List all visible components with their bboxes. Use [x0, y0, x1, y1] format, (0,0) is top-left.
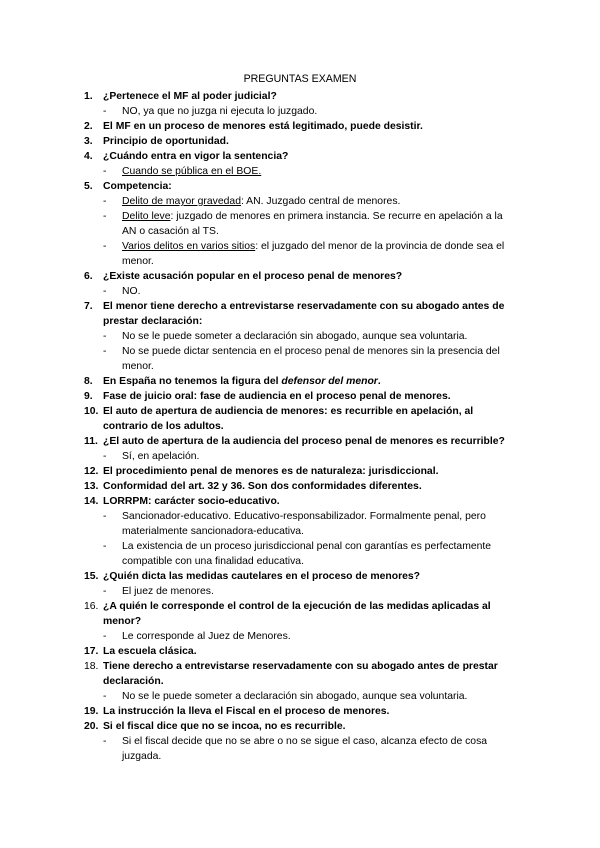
- bullet-dash: -: [103, 346, 107, 357]
- question-text-main: Si el fiscal dice que no se incoa, no es recurrible.: [103, 721, 346, 732]
- answer-item: [84, 509, 516, 539]
- question-text-main: Principio de oportunidad.: [103, 136, 229, 147]
- answer-text: NO, ya que no juzga ni ejecuta lo juzgado.: [122, 106, 318, 117]
- question-text: [103, 721, 346, 732]
- question-number: 2.: [84, 121, 93, 132]
- answer-item: [84, 284, 516, 299]
- question-number: 13.: [84, 481, 99, 492]
- bullet-dash: -: [103, 541, 107, 552]
- answer-item: [84, 629, 516, 644]
- question-number: 8.: [84, 376, 93, 387]
- question-number: 4.: [84, 151, 93, 162]
- bullet-dash: -: [103, 106, 107, 117]
- question-text: [103, 376, 381, 387]
- question-list: [84, 89, 516, 764]
- question-text: [103, 436, 505, 447]
- bullet-dash: -: [103, 331, 107, 342]
- bullet-dash: -: [103, 211, 107, 222]
- question-item: [84, 599, 516, 629]
- question-item: [84, 494, 516, 509]
- question-text: [103, 496, 280, 507]
- question-item: [84, 149, 516, 164]
- bullet-dash: -: [103, 166, 107, 177]
- answer-text: Si el fiscal decide que no se abre o no se sigue el caso, alcanza efecto de cosa juzgada.: [122, 736, 488, 762]
- answer-text: No se puede dictar sentencia en el proceso penal de menores sin la presencia del menor.: [122, 346, 500, 372]
- question-text: [103, 481, 422, 492]
- question-text: [103, 91, 277, 102]
- question-text: [103, 661, 498, 687]
- question-text: [103, 271, 402, 282]
- answer-underlined-label: Varios delitos en varios sitios: [122, 241, 256, 252]
- question-item: [84, 374, 516, 389]
- question-text: [103, 406, 473, 432]
- question-text: [103, 466, 438, 477]
- answer-text: : AN. Juzgado central de menores.: [240, 196, 401, 207]
- question-text: [103, 151, 288, 162]
- answer-item: [84, 209, 516, 239]
- question-number: 19.: [84, 706, 99, 717]
- question-number: 3.: [84, 136, 93, 147]
- answer-item: [84, 449, 516, 464]
- answer-text: Sí, en apelación.: [122, 451, 200, 462]
- bullet-dash: -: [103, 631, 107, 642]
- question-number: 20.: [84, 721, 99, 732]
- question-text-main: La escuela clásica.: [103, 646, 197, 657]
- question-number: 18.: [84, 661, 99, 672]
- question-item: [84, 134, 516, 149]
- answer-item: [84, 584, 516, 599]
- answer-text: : el juzgado del menor de la provincia de donde sea el menor.: [122, 241, 505, 267]
- answer-item: [84, 734, 516, 764]
- question-text: [103, 136, 229, 147]
- answer-text: Cuando se pública en el BOE.: [122, 166, 262, 177]
- bullet-dash: -: [103, 286, 107, 297]
- answer-text: Le corresponde al Juez de Menores.: [122, 631, 291, 642]
- bullet-dash: -: [103, 586, 107, 597]
- question-text: [103, 301, 504, 327]
- bullet-dash: -: [103, 736, 107, 747]
- answer-text: No se le puede someter a declaración sin abogado, aunque sea voluntaria.: [122, 331, 468, 342]
- question-text-main: Competencia:: [103, 181, 172, 192]
- question-number: 9.: [84, 391, 93, 402]
- question-text-main: Conformidad del art. 32 y 36. Son dos conformidades diferentes.: [103, 481, 422, 492]
- answer-item: [84, 689, 516, 704]
- answer-item: [84, 239, 516, 269]
- answer-text: La existencia de un proceso jurisdiccional penal con garantías es perfectamente compatible con una finalidad educativa.: [122, 541, 492, 567]
- answer-item: [84, 329, 516, 344]
- question-text: [103, 181, 172, 192]
- answer-item: [84, 344, 516, 374]
- question-item: [84, 719, 516, 734]
- answer-item: [84, 164, 516, 179]
- answer-underlined-label: Delito leve: [122, 211, 171, 222]
- question-number: 12.: [84, 466, 99, 477]
- question-text-main: Tiene derecho a entrevistarse reservadamente con su abogado antes de prestar declaración.: [103, 661, 498, 687]
- answer-item: [84, 539, 516, 569]
- answer-underlined-label: Delito de mayor gravedad: [122, 196, 241, 207]
- answer-text: No se le puede someter a declaración sin abogado, aunque sea voluntaria.: [122, 691, 468, 702]
- question-text-main: El MF en un proceso de menores está legitimado, puede desistir.: [103, 121, 423, 132]
- question-text-main: LORRPM: carácter socio-educativo.: [103, 496, 280, 507]
- question-number: 7.: [84, 301, 93, 312]
- question-item: [84, 569, 516, 584]
- question-item: [84, 179, 516, 194]
- question-text-emphasis: defensor del menor: [281, 376, 378, 387]
- question-item: [84, 434, 516, 449]
- question-text-main: El menor tiene derecho a entrevistarse reservadamente con su abogado antes de prestar declaración:: [103, 301, 505, 327]
- answer-text: : juzgado de menores en primera instancia. Se recurre en apelación a la AN o casación al TS.: [122, 211, 503, 237]
- answer-item: [84, 194, 516, 209]
- answer-item: [84, 104, 516, 119]
- question-number: 17.: [84, 646, 99, 657]
- question-item: [84, 269, 516, 284]
- question-text: [103, 601, 491, 627]
- question-item: [84, 479, 516, 494]
- question-item: [84, 404, 516, 434]
- question-item: [84, 704, 516, 719]
- question-text-main: ¿Pertenece el MF al poder judicial?: [103, 91, 277, 102]
- question-number: 6.: [84, 271, 93, 282]
- question-text-main: El auto de apertura de audiencia de menores: es recurrible en apelación, al contrario de los adultos.: [103, 406, 474, 432]
- question-text-main: ¿A quién le corresponde el control de la ejecución de las medidas aplicadas al menor?: [103, 601, 491, 627]
- question-number: 16.: [84, 601, 99, 612]
- question-text-main: El procedimiento penal de menores es de naturaleza: jurisdiccional.: [103, 466, 439, 477]
- question-text-main: ¿El auto de apertura de la audiencia del proceso penal de menores es recurrible?: [103, 436, 505, 447]
- question-number: 1.: [84, 91, 93, 102]
- answer-text: Sancionador-educativo. Educativo-responsabilizador. Formalmente penal, pero materialmente sancionadora-educativa.: [122, 511, 486, 537]
- document-title: PREGUNTAS EXAMEN: [243, 73, 357, 85]
- question-text-main: ¿Quién dicta las medidas cautelares en el proceso de menores?: [103, 571, 421, 582]
- bullet-dash: -: [103, 241, 107, 252]
- answer-text: NO.: [122, 286, 141, 297]
- question-item: [84, 89, 516, 104]
- question-number: 11.: [84, 436, 98, 447]
- question-text-main: Fase de juicio oral: fase de audiencia en el proceso penal de menores.: [103, 391, 451, 402]
- question-text: [103, 121, 423, 132]
- bullet-dash: -: [103, 511, 107, 522]
- bullet-dash: -: [103, 451, 107, 462]
- question-text-main: ¿Existe acusación popular en el proceso penal de menores?: [103, 271, 403, 282]
- bullet-dash: -: [103, 691, 107, 702]
- question-text: [103, 391, 451, 402]
- question-item: [84, 299, 516, 329]
- answer-text: El juez de menores.: [122, 586, 214, 597]
- question-text: [103, 571, 420, 582]
- question-text: [103, 706, 389, 717]
- question-item: [84, 644, 516, 659]
- question-item: [84, 659, 516, 689]
- question-number: 14.: [84, 496, 99, 507]
- question-number: 15.: [84, 571, 99, 582]
- question-number: 5.: [84, 181, 93, 192]
- question-text-main: En España no tenemos la figura del: [103, 376, 282, 387]
- question-text-main: La instrucción la lleva el Fiscal en el proceso de menores.: [103, 706, 390, 717]
- question-number: 10.: [84, 406, 99, 417]
- question-item: [84, 119, 516, 134]
- question-item: [84, 464, 516, 479]
- bullet-dash: -: [103, 196, 107, 207]
- question-text-main: ¿Cuándo entra en vigor la sentencia?: [103, 151, 289, 162]
- question-text-tail: .: [377, 376, 381, 387]
- question-text: [103, 646, 197, 657]
- question-item: [84, 389, 516, 404]
